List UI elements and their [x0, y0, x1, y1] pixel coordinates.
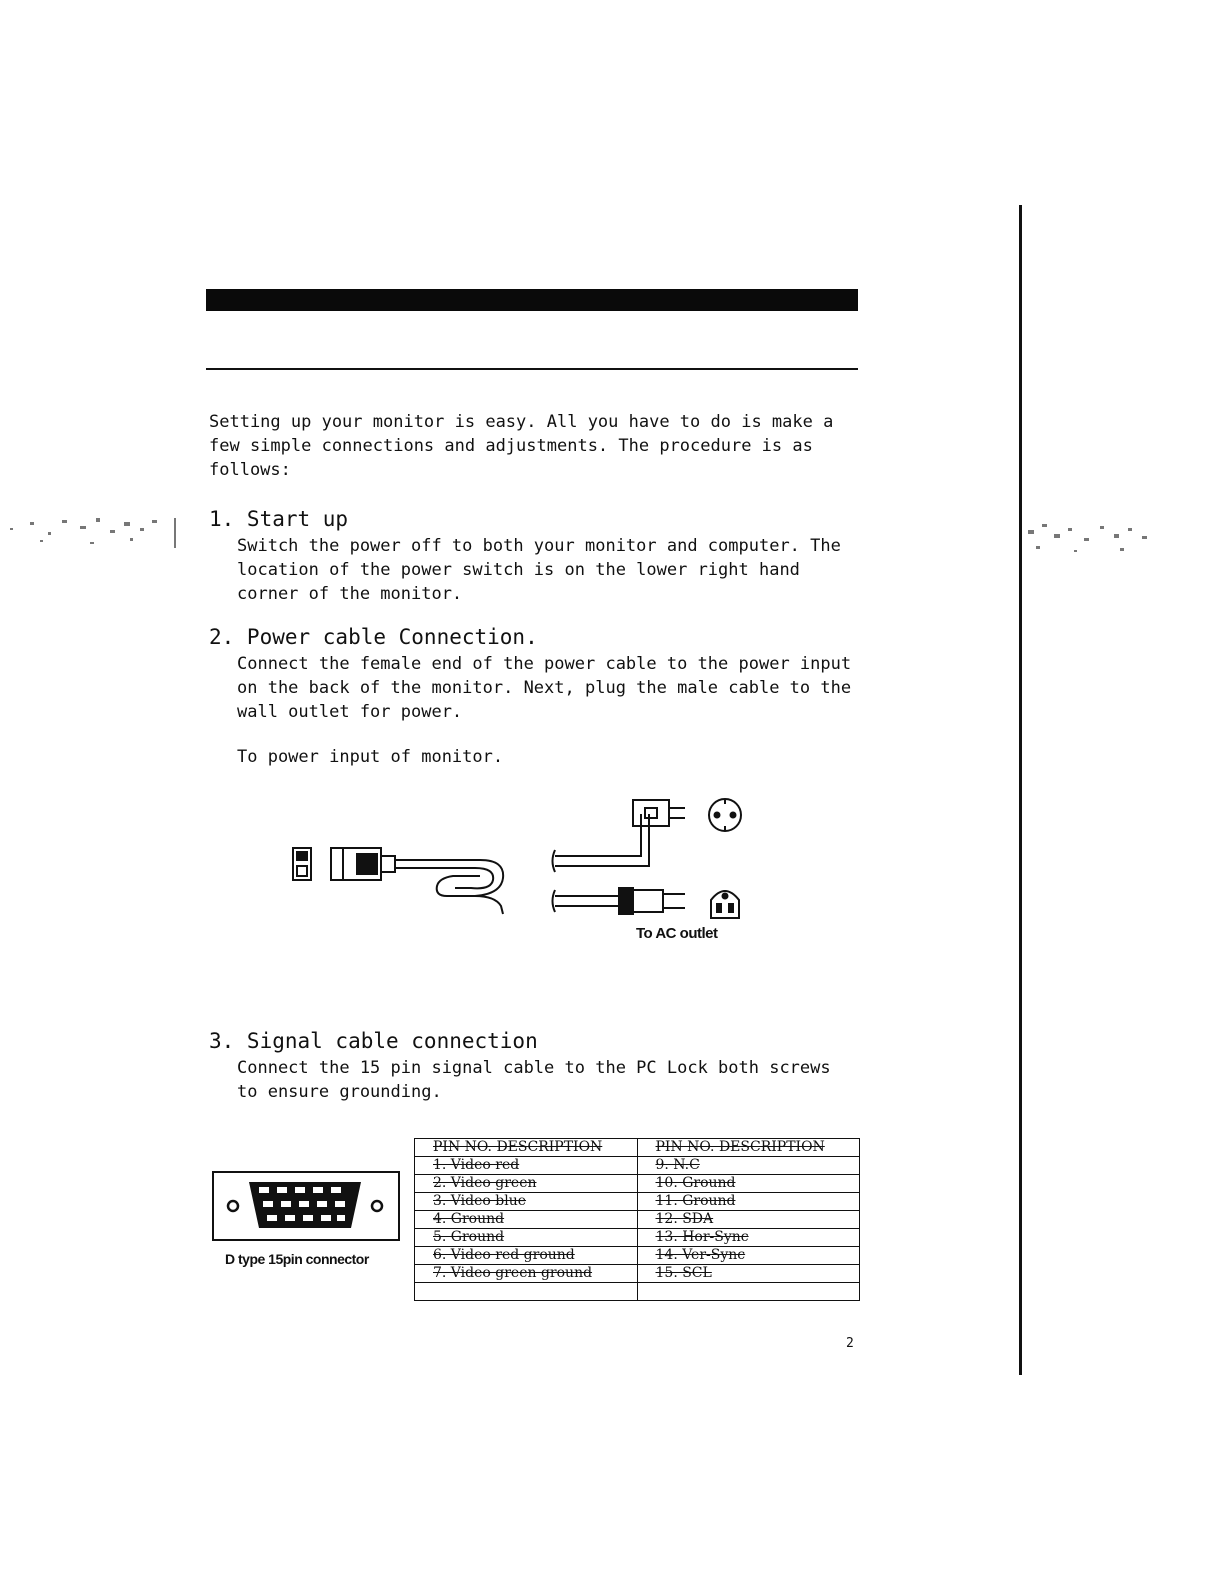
table-header-row [415, 1139, 860, 1157]
round-outlet-icon [709, 799, 741, 831]
table-row [415, 1175, 860, 1193]
table-cell: 7. Video green ground [415, 1265, 638, 1283]
table-cell: 15. SCL [637, 1265, 860, 1283]
straight-plug-icon [553, 888, 686, 914]
power-cable-illustration [285, 790, 755, 920]
power-input-caption: To power input of monitor. [237, 747, 504, 767]
table-row [415, 1193, 860, 1211]
pin-assignment-table [414, 1138, 860, 1301]
angled-plug-icon [553, 800, 686, 872]
step-title: 3. Signal cable connection [209, 1029, 538, 1053]
table-cell: 1. Video red [415, 1157, 638, 1175]
table-cell: 2. Video green [415, 1175, 638, 1193]
step-power-cable [209, 624, 859, 724]
table-cell: 11. Ground [637, 1193, 860, 1211]
step-start-up [209, 506, 859, 606]
step-body: Switch the power off to both your monitor and computer. The location of the power switch is on the lower right hand corner of the monitor. [237, 536, 841, 604]
header-bar [206, 289, 858, 311]
step-title: 2. Power cable Connection. [209, 625, 538, 649]
table-cell: 14. Ver-Sync [637, 1247, 860, 1265]
table-cell: 3. Video blue [415, 1193, 638, 1211]
table-row [415, 1157, 860, 1175]
d-sub-connector-icon [211, 1170, 401, 1244]
table-cell: 10. Ground [637, 1175, 860, 1193]
step-title: 1. Start up [209, 507, 349, 531]
table-row [415, 1229, 860, 1247]
table-row-empty [415, 1283, 860, 1301]
scan-noise-right [1024, 520, 1164, 565]
step-body: Connect the 15 pin signal cable to the PC Lock both screws to ensure grounding. [237, 1058, 831, 1102]
table-header: PIN NO. DESCRIPTION [415, 1139, 638, 1157]
female-plug-icon [331, 848, 413, 880]
table-row [415, 1211, 860, 1229]
grounded-outlet-icon [711, 891, 739, 918]
connector-caption: D type 15pin connector [225, 1251, 369, 1267]
table-cell: 4. Ground [415, 1211, 638, 1229]
table-cell: 9. N.C [637, 1157, 860, 1175]
scan-noise-left [0, 510, 180, 560]
table-cell: 6. Video red ground [415, 1247, 638, 1265]
step-signal-cable [209, 1028, 859, 1104]
intro-paragraph: Setting up your monitor is easy. All you have to do is make a few simple connections and adjustments. The procedure is as follows: [209, 412, 834, 480]
binding-edge-line [1019, 205, 1022, 1375]
table-row [415, 1265, 860, 1283]
page-number: 2 [846, 1336, 854, 1351]
monitor-socket-icon [293, 848, 311, 880]
step-body: Connect the female end of the power cable to the power input on the back of the monitor. Next, plug the male cable to the wall outlet for power. [237, 654, 852, 722]
table-row [415, 1247, 860, 1265]
table-header: PIN NO. DESCRIPTION [637, 1139, 860, 1157]
ac-outlet-caption: To AC outlet [636, 925, 718, 942]
table-cell: 13. Hor-Sync [637, 1229, 860, 1247]
table-cell: 12. SDA [637, 1211, 860, 1229]
header-rule [206, 368, 858, 370]
table-cell: 5. Ground [415, 1229, 638, 1247]
